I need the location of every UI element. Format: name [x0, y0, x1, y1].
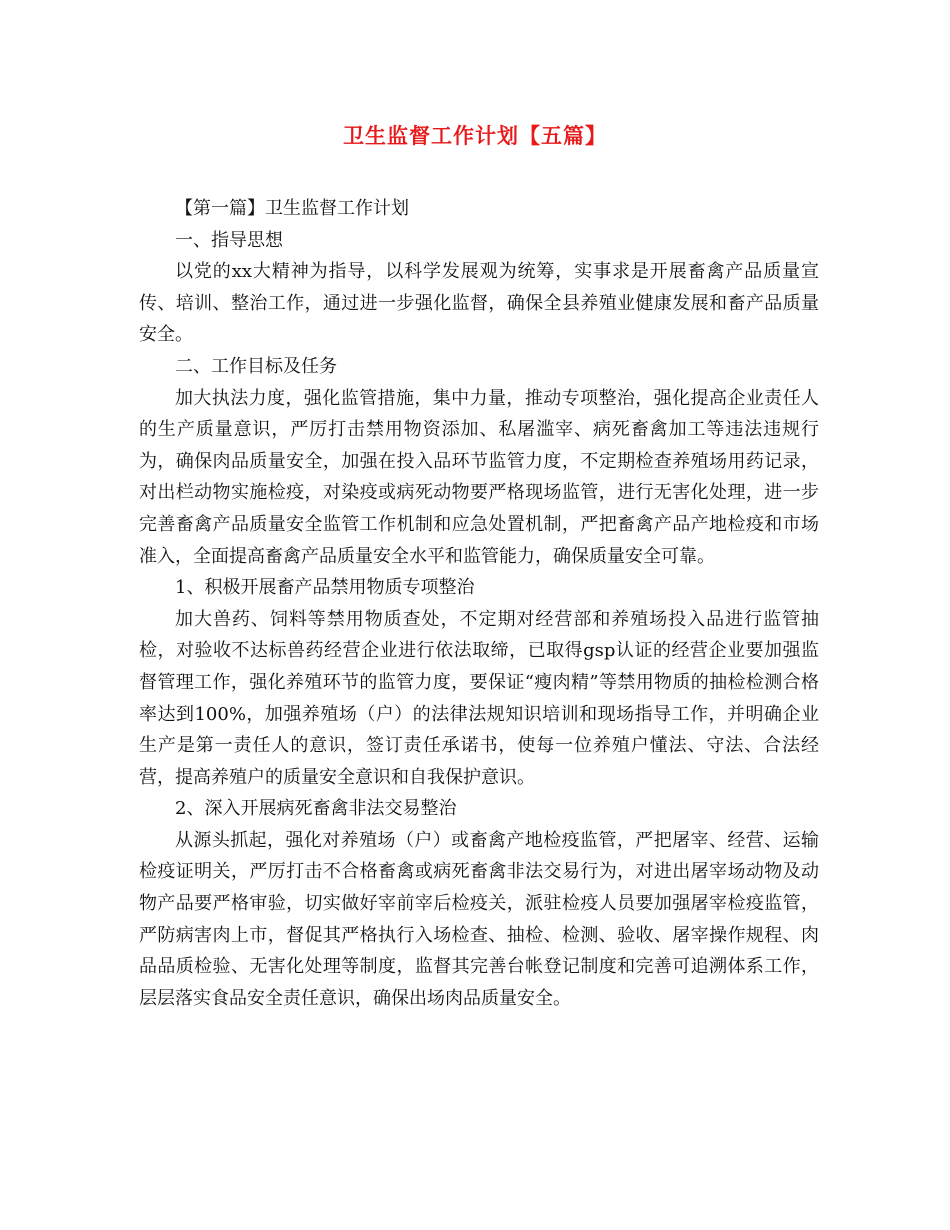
document-body — [139, 193, 819, 1014]
subsection-heading-banned-substances: 1、积极开展畜产品禁用物质专项整治 — [175, 577, 475, 599]
part-heading: 【第一篇】卫生监督工作计划 — [175, 198, 409, 219]
section-heading-guiding-ideology: 一、指导思想 — [175, 229, 283, 251]
paragraph-illegal-trade: 从源头抓起，强化对养殖场（户）或畜禽产地检疫监管，严把屠宰、经营、运输检疫证明关，严厉打击不合格畜禽或病死畜禽非法交易行为，对进出屠宰场动物及动物产品要严格审验，切实做好宰前宰后检疫关，派驻检疫人员要加强屠宰检疫监管，严防病害肉上市，督促其严格执行入场检查、抽检、检测、验收、屠宰操作规程、肉品品质检验、无害化处理等制度，监督其完善台帐登记制度和完善可追溯体系工作，层层落实食品安全责任意识，确保出场肉品质量安全。 — [139, 829, 819, 1009]
section-heading-goals-tasks: 二、工作目标及任务 — [175, 355, 337, 377]
paragraph-goals-tasks: 加大执法力度，强化监管措施，集中力量，推动专项整治，强化提高企业责任人的生产质量意识，严厉打击禁用物资添加、私屠滥宰、病死畜禽加工等违法违规行为，确保肉品质量安全，加强在投入品环节监管力度，不定期检查养殖场用药记录，对出栏动物实施检疫，对染疫或病死动物要严格现场监管，进行无害化处理，进一步完善畜禽产品质量安全监管工作机制和应急处置机制，严把畜禽产品产地检疫和市场准入，全面提高畜禽产品质量安全水平和监管能力，确保质量安全可靠。 — [139, 387, 819, 567]
paragraph-guiding-ideology: 以党的xx大精神为指导，以科学发展观为统筹，实事求是开展畜禽产品质量宣传、培训、整治工作，通过进一步强化监督，确保全县养殖业健康发展和畜产品质量安全。 — [139, 261, 819, 346]
paragraph-banned-substances: 加大兽药、饲料等禁用物质查处，不定期对经营部和养殖场投入品进行监管抽检，对验收不达标兽药经营企业进行依法取缔，已取得gsp认证的经营企业要加强监督管理工作，强化养殖环节的监管力度，要保证“瘦肉精”等禁用物质的抽检检测合格率达到100%，加强养殖场（户）的法律法规知识培训和现场指导工作，并明确企业生产是第一责任人的意识，签订责任承诺书，使每一位养殖户懂法、守法、合法经营，提高养殖户的质量安全意识和自我保护意识。 — [139, 608, 819, 788]
document-title: 卫生监督工作计划【五篇】 — [343, 124, 607, 148]
subsection-heading-illegal-trade: 2、深入开展病死畜禽非法交易整治 — [175, 798, 457, 820]
